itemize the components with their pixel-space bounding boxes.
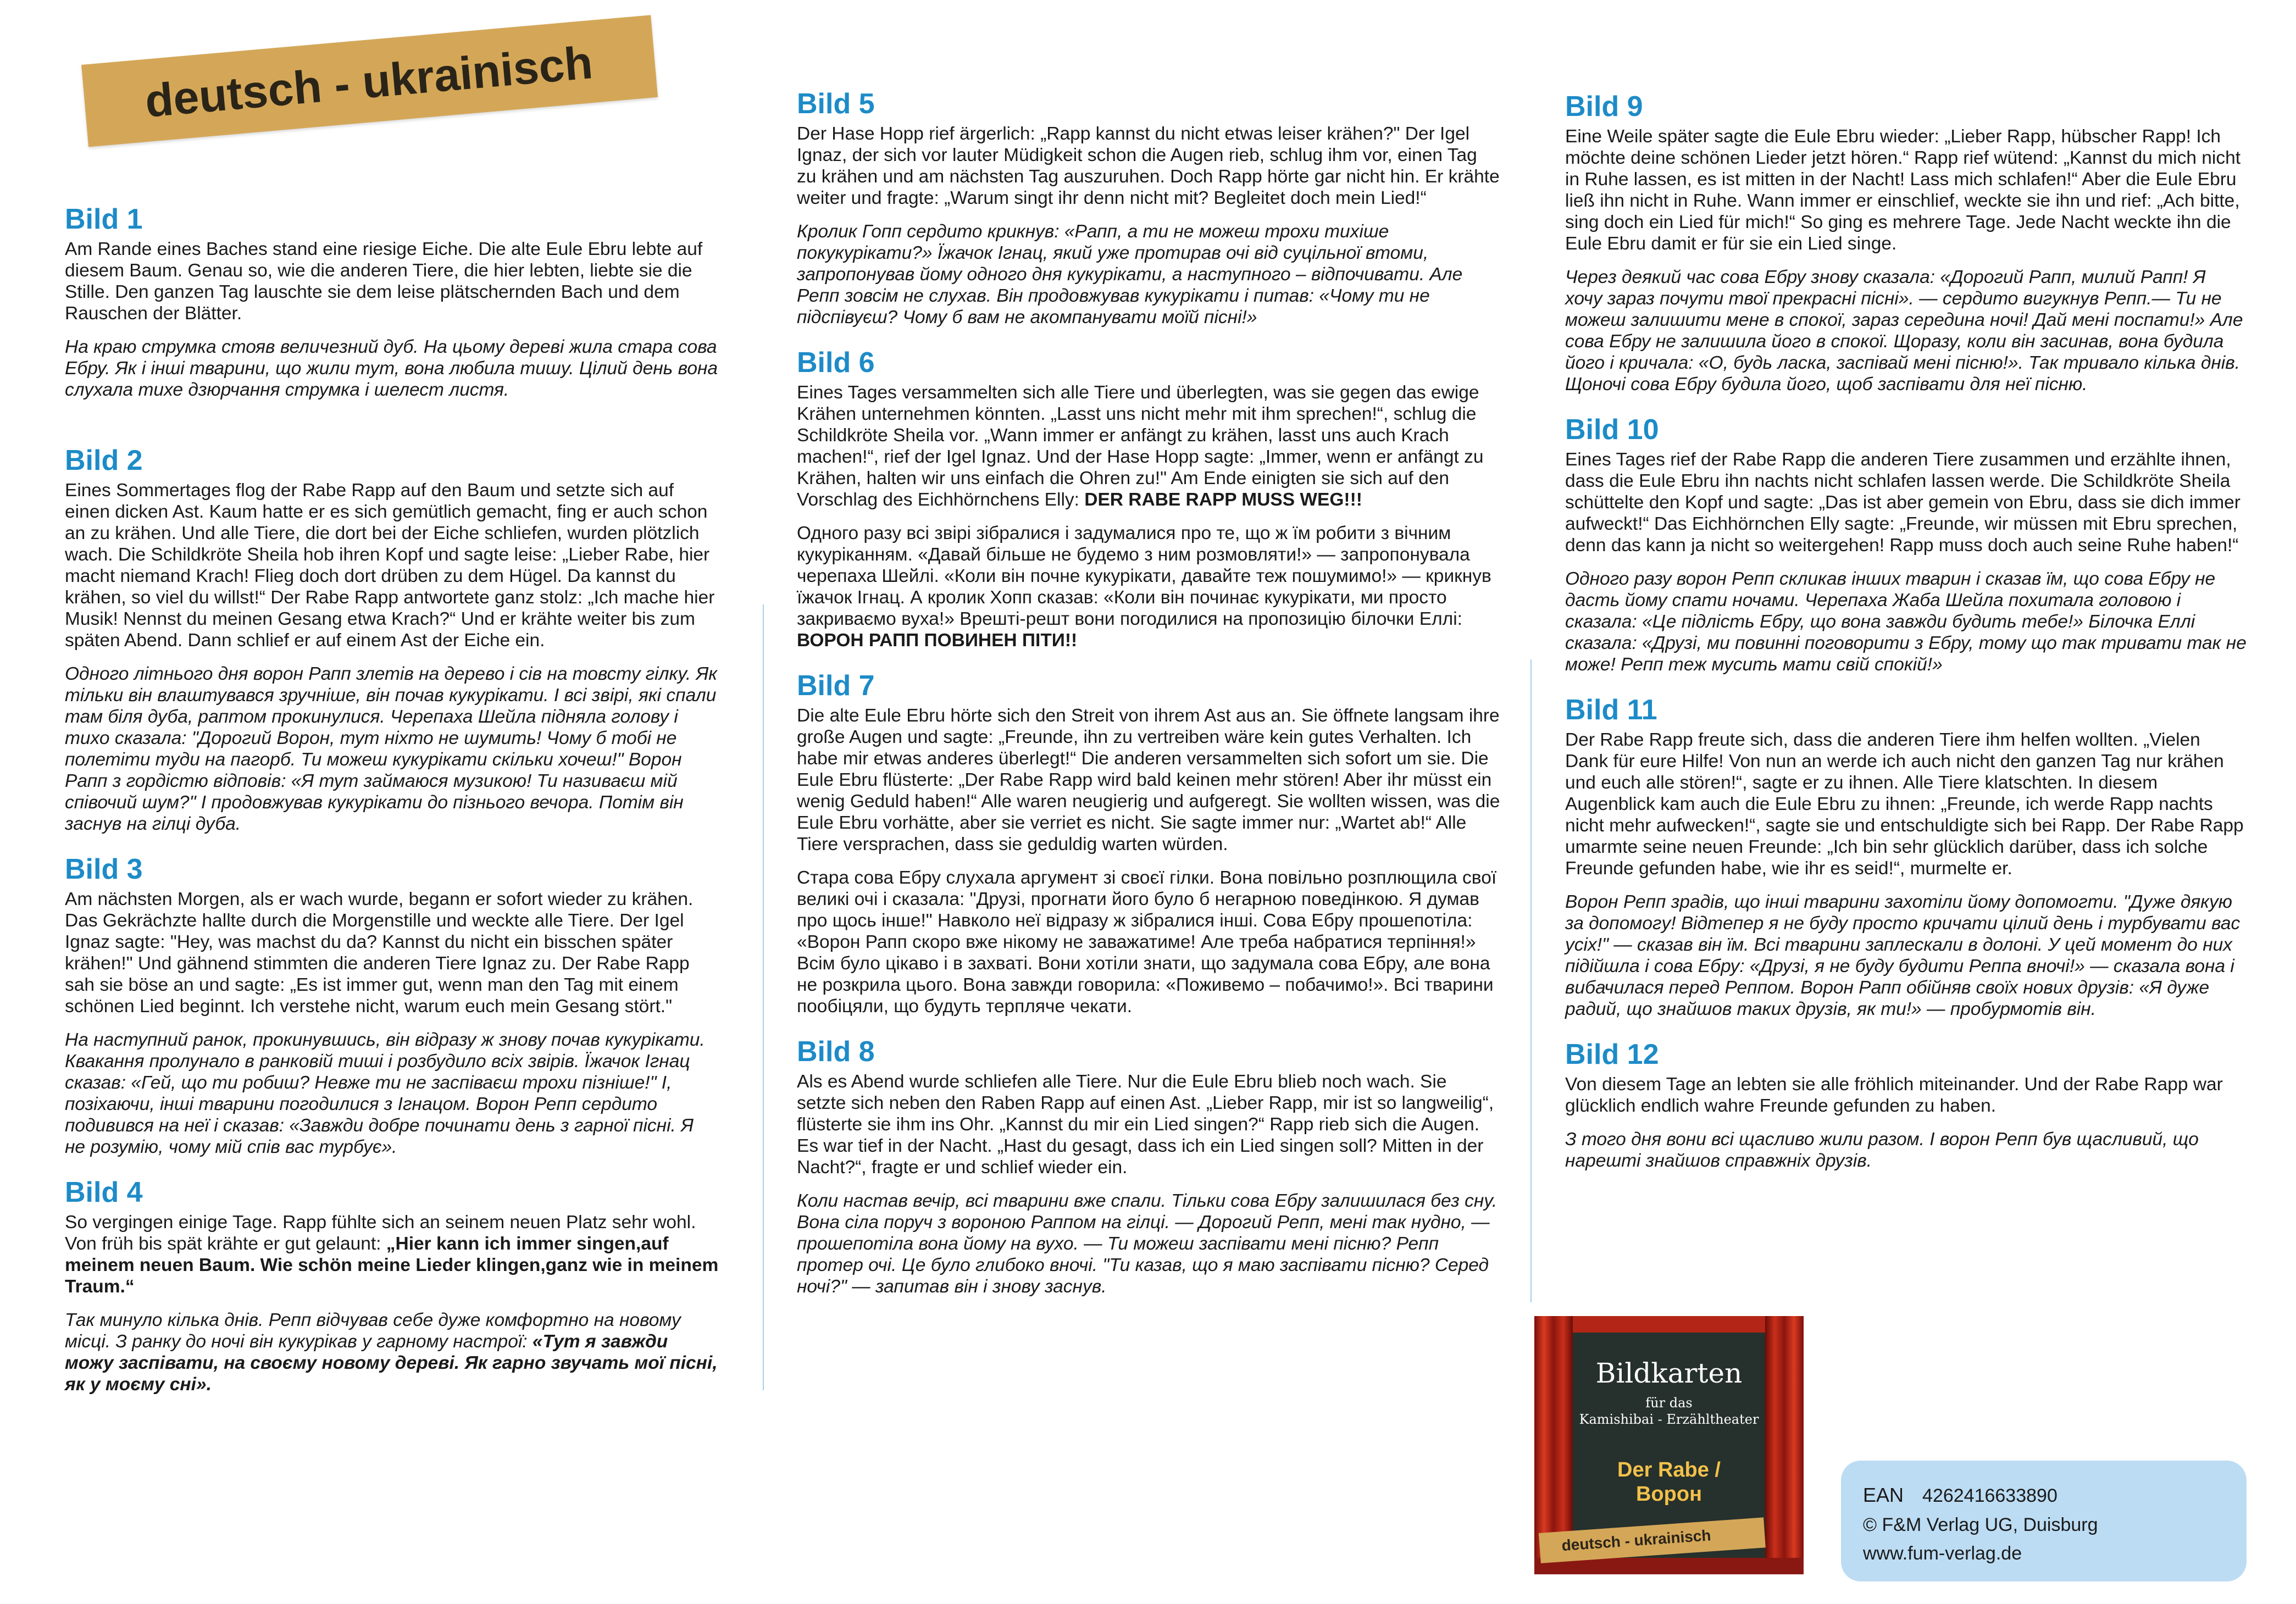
ukrainian-text: На краю струмка стояв величезний дуб. На цьому дереві жила стара сова Ебру. Як і інші тварини, що жили тут, вона любила тишу. Цілий день вона слухала тихе дзюрчання струмка і шелест листя.: [65, 337, 718, 400]
cover-name-1: Der Rabe /: [1617, 1458, 1721, 1481]
cover-subtitle-2: Kamishibai - Erzähltheater: [1579, 1412, 1759, 1427]
section-title: Bild 2: [65, 445, 143, 476]
ukrainian-text: Кролик Гопп сердито крикнув: «Рапп, а ти не можеш трохи тихіше покукурікати?» Їжачок Ігнац, який уже протирав очі від суцільної втоми, запропонував йому одного дня кукурікати, а наступного – відпочивати. Але Репп зовсім не слухав. Він продовжував кукурікати і питав: «Чому ти не підспівуєш? Чому б вам не акомпанувати моїй пісні!»: [797, 221, 1463, 328]
publisher-name: © F&M Verlag UG, Duisburg: [1863, 1514, 2098, 1535]
section-title: Bild 10: [1565, 414, 1659, 446]
section-title: Bild 5: [797, 88, 875, 120]
section-bild-9: [1565, 91, 2247, 395]
ean-label: EAN: [1863, 1484, 1904, 1506]
ukrainian-text: Коли настав вечір, всі тварини вже спали. Тільки сова Ебру залишилася без сну. Вона сіла поруч з вороною Раппом на гілці. — Дорогий Репп, мені так нудно, — прошепотіла вона йому на вухо. — Ти можеш заспівати мені пісню? Репп протер очі. Це було глибоко вночі. "Ти казав, що я маю заспівати пісню? Серед ночі?" — запитав він і знову заснув.: [797, 1191, 1498, 1297]
german-text: [797, 382, 1500, 510]
ukrainian-text: Одного літнього дня ворон Рапп злетів на дерево і сів на товсту гілку. Як тільки він влаштувався зручніше, він почав кукурікати. І всі звірі, які спали там біля дуба, раптом прокинулися. Черепаха Шейла підняла голову і тихо сказала: "Дорогий Ворон, тут ніхто не шумить! Чому б тобі не полетіти туди на пагорб. Ти можеш кукурікати скільки хочеш!" Ворон Рапп з гордістю відповів: «Я тут займаюся музикою! Ти називаєш мій співочий шум?" І продовжував кукурікати до пізнього вечора. Потім він заснув на гілці дуба.: [65, 664, 718, 834]
german-text: Die alte Eule Ebru hörte sich den Streit von ihrem Ast aus an. Sie öffnete langsam ihre große Augen und sagte: „Freunde, ihn zu vertreiben wäre kein gutes Verhalten. Ich habe mir etwas anderes überlegt!“ Die anderen versammelten sich sofort um sie. Die Eule Ebru flüsterte: „Der Rabe Rapp wird bald keinen mehr stören! Aber ihr müsst ein wenig Geduld haben!“ Alle waren neugierig und aufgeregt. Sie wollten wissen, was die Eule Ebru vorhätte, aber sie verriet es nicht. Sie sagte immer nur: „Wartet ab!“ Alle Tiere versprachen, dass sie geduldig warten würden.: [797, 706, 1500, 854]
left-curtain: [1534, 1316, 1573, 1558]
ukrainian-text: Ворон Репп зрадів, що інші тварини захотіли йому допомогти. "Дуже дякую за допомогу! Відтепер я не буду просто кричати цілий день і турбувати вас усіх!" — сказав він їм. Всі тварини заплескали в долоні. У цей момент до них підійшла і сова Ебру: «Друзі, я не буду будити Реппа вночі!» — сказала вона і вибачилася перед Реппом. Ворон Рапп обійняв своїх нових друзів: «Я дуже радий, що знайшов таких друзів, як ти!» — пробурмотів він.: [1565, 892, 2240, 1019]
column-1: [65, 203, 719, 1414]
ukrainian-text: На наступний ранок, прокинувшись, він відразу ж знову почав кукурікати. Квакання пролунало в ранковій тиші і розбудило всіх звірів. Їжачок Ігнац сказав: «Гей, що ти робиш? Невже ти не заспіваєш трохи пізніше!" І, позіхаючи, інші тварини погодилися з Ігнацом. Ворон Репп сердито подивився на неї і сказав: «Завжди добре починати день з гарної пісні. Я не розумію, чому мій спів вас турбує».: [65, 1030, 705, 1157]
german-text: Eine Weile später sagte die Eule Ebru wieder: „Lieber Rapp, hübscher Rapp! Ich möchte deine schönen Lieder jetzt hören.“ Rapp rief wütend: „Kannst du mich nicht in Ruhe lassen, es ist mitten in der Nacht! Lass mich schlafen!“ Aber die Eule Ebru ließ ihn nicht in Ruhe. Wann immer er einschlief, weckte sie ihn und rief: „Ach bitte, sing doch ein Lied für mich!“ So ging es mehrere Tage. Jede Nacht weckte ihn die Eule Ebru damit er für sie ein Lied singe.: [1565, 126, 2241, 254]
publisher-info-box: [1841, 1461, 2247, 1581]
ean-row: [1863, 1484, 2057, 1507]
language-banner-label: deutsch - ukrainisch: [143, 36, 595, 127]
ukrainian-text: Через деякий час сова Ебру знову сказала: «Дорогий Рапп, милий Рапп! Я хочу зараз почути твої прекрасні пісні». — сердито вигукнув Репп.— Ти не можеш залишити мене в спокої, зараз середина ночі! Дай мені поспати!» Але сова Ебру не залишила його в спокої. Щоразу, коли він засинав, вона будила його і кричала: «О, будь ласка, заспівай мені пісню!». Так тривало кілька днів. Щоночі сова Ебру будила його, щоб заспівати для неї пісню.: [1565, 267, 2243, 395]
german-text: Am nächsten Morgen, als er wach wurde, begann er sofort wieder zu krähen. Das Gekrächzte hallte durch die Morgenstille und weckte alle Tiere. Der Igel Ignaz sagte: "Hey, was machst du da? Kannst du nicht ein bisschen später krähen!" Und gähnend stimmten die anderen Tiere Ignaz zu. Der Rabe Rapp sah sie böse an und sagte: „Es ist immer gut, wenn man den Tag mit einem schönen Lied beginnt. Ich verstehe nicht, warum euch mein Gesang stört.": [65, 889, 694, 1017]
cover-language-label: deutsch - ukrainisch: [1561, 1527, 1712, 1555]
section-bild-10: [1565, 414, 2247, 675]
cover-subtitle-1: für das: [1645, 1395, 1693, 1411]
column-3: [1565, 91, 2247, 1190]
ukrainian-text-bold: «Тут я завжди можу заспівати, на своєму новому дереві. Як гарно звучать мої пісні, як у моєму сні».: [65, 1331, 718, 1395]
ukrainian-text-plain: Одного разу всі звірі зібралися і задумалися про те, що ж їм робити з вічним кукуріканням. «Давай більше не будемо з ним розмовляти!» — запропонувала черепаха Шейлі. «Коли він почне кукурікати, давайте теж пошумимо!» — крикнув їжачок Ігнац. А кролик Хопп сказав: «Коли він починає кукурікати, ми просто закриваємо вуха!» Врешті-решт вони погодилися на пропозицію білочки Еллі:: [797, 523, 1491, 629]
german-text-plain: Eines Tages versammelten sich alle Tiere und überlegten, was sie gegen das ewige Krähen unternehmen könnten. „Lasst uns nicht mehr mit ihm sprechen!“, schlug die Schildkröte Sheila vor. „Wann immer er anfängt zu krähen, lasst uns auch Krach machen!“, rief der Igel Ignaz. Und der Hase Hopp sagte: „Immer, wenn er anfängt zu Krähen, halten wir uns einfach die Ohren zu!" Am Ende einigten sie sich auf den Vorschlag des Eichhörnchens Elly:: [797, 382, 1484, 510]
ukrainian-text: [65, 1309, 719, 1395]
ean-value: 4262416633890: [1922, 1485, 2057, 1506]
column-2: [797, 88, 1500, 1316]
ukrainian-text: Одного разу ворон Репп скликав інших тварин і сказав їм, що сова Ебру не дасть йому спати ночами. Черепаха Жаба Шейла похитала головою і сказала: «Це підлість Ебру, що вона завжди будить тебе!» Білочка Еллі сказала: «Друзі, ми повинні поговорити з Ебру, тому що так тривати так не може! Репп теж мусить мати свій спокій!»: [1565, 569, 2247, 675]
stage-valance: [1534, 1316, 1804, 1333]
section-bild-3: [65, 853, 719, 1158]
ukrainian-text-plain: Так минуло кілька днів. Репп відчував себе дуже комфортно на новому місці. З ранку до ночі він кукурікав у гарному настрої:: [65, 1310, 681, 1352]
section-title: Bild 4: [65, 1176, 143, 1208]
section-bild-1: [65, 203, 719, 401]
section-bild-11: [1565, 694, 2247, 1020]
section-bild-8: [797, 1036, 1500, 1297]
german-text: Der Hase Hopp rief ärgerlich: „Rapp kannst du nicht etwas leiser krähen?" Der Igel Ignaz, der sich vor lauter Müdigkeit schon die Augen rieb, schlug ihm vor, einen Tag zu krähen und am nächsten Tag auszuruhen. Doch Rapp hörte gar nicht hin. Er krähte weiter und fragte: „Warum singt ihr denn nicht mit? Begleitet doch mein Lied!“: [797, 124, 1500, 208]
column-divider-2: [1530, 659, 1532, 1302]
section-title: Bild 3: [65, 853, 143, 885]
cover-name-2: Ворон: [1635, 1483, 1702, 1506]
section-title: Bild 12: [1565, 1039, 1659, 1070]
german-text: Eines Sommertages flog der Rabe Rapp auf den Baum und setzte sich auf einen dicken Ast. Kaum hatte er es sich gemütlich gemacht, fing er auch schon an zu krähen. Und alle Tiere, die dort bei der Eiche schliefen, wurden plötzlich wach. Die Schildkröte Sheila hob ihren Kopf und sagte leise: „Lieber Rabe, hier macht niemand Krach! Flieg doch dort drüben zu dem Hügel. Da kannst du krähen, so viel du willst!“ Der Rabe Rapp antwortete ganz stolz: „Ich mache hier Musik! Nennst du meinen Gesang etwa Krach?“ Und er krähte weiter bis zum späten Abend. Dann schlief er auf einem Ast der Eiche ein.: [65, 480, 715, 651]
german-text: Als es Abend wurde schliefen alle Tiere. Nur die Eule Ebru blieb noch wach. Sie setzte sich neben den Raben Rapp auf einen Ast. „Lieber Rapp, mir ist so langweilig“, flüsterte sie ihm ins Ohr. „Kannst du mir ein Lied singen?“ Rapp rieb sich die Augen. Es war tief in der Nacht. „Hast du gesagt, dass ich ein Lied singen soll? Mitten in der Nacht?“, fragte er und schlief wieder ein.: [797, 1072, 1494, 1178]
ukrainian-text-bold: ВОРОН РАПП ПОВИНЕН ПІТИ!!: [797, 630, 1078, 651]
german-text: Am Rande eines Baches stand eine riesige Eiche. Die alte Eule Ebru lebte auf diesem Baum. Genau so, wie die anderen Tiere, die hier lebten, liebte sie die Stille. Den ganzen Tag lauschte sie dem leise plätschernden Bach und dem Rauschen der Blätter.: [65, 239, 703, 324]
section-bild-5: [797, 88, 1500, 328]
german-text-plain: So vergingen einige Tage. Rapp fühlte sich an seinem neuen Platz sehr wohl. Von früh bis spät krähte er gut gelaunt:: [65, 1212, 696, 1254]
german-text: Der Rabe Rapp freute sich, dass die anderen Tiere ihm helfen wollten. „Vielen Dank für eure Hilfe! Von nun an werde ich auch nicht den ganzen Tag nur krähen und euch alle stören!“, sagte er zu ihnen. Alle Tiere klatschten. In diesem Augenblick kam auch die Eule Ebru zu ihnen: „Freunde, ich werde Rapp nachts nicht mehr aufwecken!“, sagte sie und entschuldigte sich bei Rapp. Der Rabe Rapp umarmte seine neuen Freunde: „Ich bin sehr glücklich darüber, dass ich solche Freunde gefunden habe, wie ihr es seid!“, murmelte er.: [1565, 730, 2244, 879]
cover-title: Bildkarten: [1595, 1357, 1743, 1389]
ukrainian-text: З того дня вони всі щасливо жили разом. І ворон Репп був щасливий, що нарешті знайшов справжніх друзів.: [1565, 1129, 2199, 1171]
section-bild-12: [1565, 1039, 2247, 1172]
section-title: Bild 9: [1565, 91, 1643, 123]
german-text-bold: DER RABE RAPP MUSS WEG!!!: [1084, 490, 1362, 510]
german-text: Eines Tages rief der Rabe Rapp die anderen Tiere zusammen und erzählte ihnen, dass die Eule Ebru ihn nachts nicht schlafen lassen werde. Die Schildkröte Sheila schüttelte den Kopf und sagte: „Das ist aber gemein von Ebru, dass sie dich immer aufweckt!“ Das Eichhörnchen Elly sagte: „Freunde, wir müssen mit Ebru sprechen, denn das kann ja nicht so weitergehen! Rapp muss doch auch seine Ruhe haben!“: [1565, 449, 2240, 556]
column-divider-1: [763, 604, 764, 1390]
section-title: Bild 1: [65, 203, 143, 235]
section-title: Bild 8: [797, 1036, 875, 1068]
publisher-website: www.fum-verlag.de: [1863, 1543, 2022, 1564]
german-text: Von diesem Tage an lebten sie alle fröhlich miteinander. Und der Rabe Rapp war glücklich endlich wahre Freunde gefunden zu haben.: [1565, 1074, 2223, 1116]
section-title: Bild 7: [797, 670, 875, 702]
section-bild-4: [65, 1176, 719, 1395]
section-title: Bild 11: [1565, 694, 1657, 726]
ukrainian-text: Стара сова Ебру слухала аргумент зі своєї гілки. Вона повільно розплющила свої великі очі і сказала: "Друзі, прогнати його було б негарною поведінкою. Я думав про щось інше!" Навколо неї відразу ж зібралися інші. Сова Ебру прошепотіла: «Ворон Рапп скоро вже нікому не заважатиме! Але треба набратися терпіння!» Всім було цікаво і в захваті. Вони хотіли знати, що задумала сова Ебру, але вона не розкрила цього. Вона завжди говорила: «Поживемо – побачимо!». Всі тварини пообіцяли, що будуть терпляче чекати.: [797, 868, 1497, 1017]
section-bild-2: [65, 445, 719, 835]
language-banner: [81, 15, 658, 147]
section-bild-6: [797, 347, 1500, 651]
right-curtain: [1765, 1316, 1804, 1558]
german-text-bold: „Hier kann ich immer singen,auf meinem neuen Baum. Wie schön meine Lieder klingen,ganz wie in meinem Traum.“: [65, 1234, 719, 1297]
ukrainian-text: [797, 523, 1500, 651]
german-text: [65, 1212, 719, 1297]
section-title: Bild 6: [797, 347, 875, 379]
section-bild-7: [797, 670, 1500, 1017]
